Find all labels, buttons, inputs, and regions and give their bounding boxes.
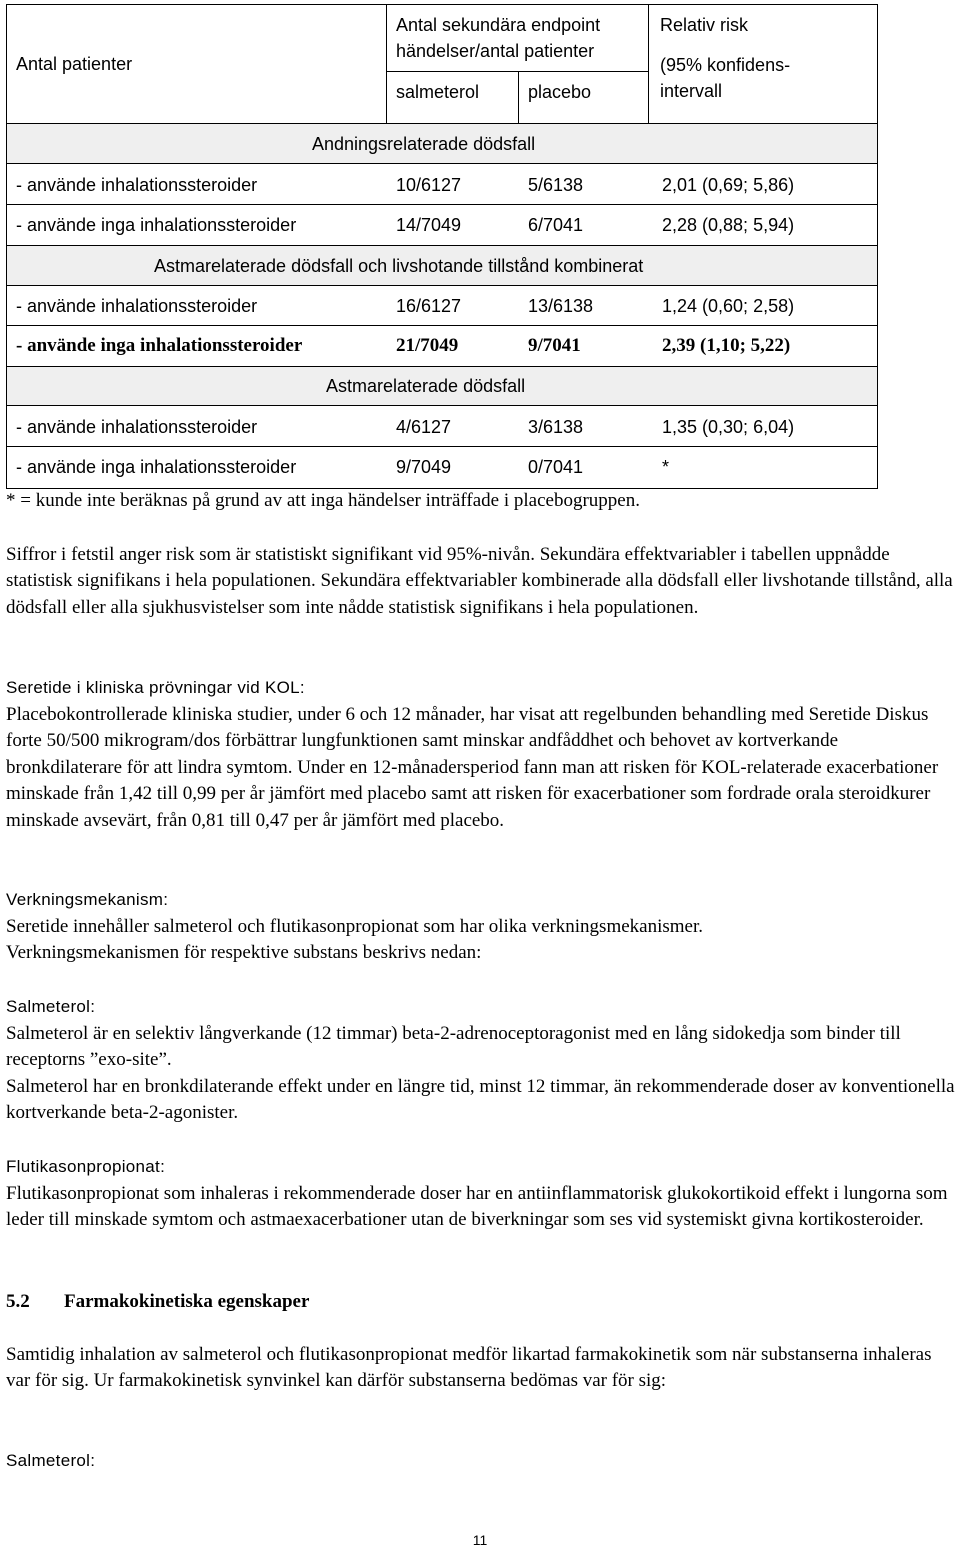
table-divider xyxy=(386,4,387,123)
group-title: Astmarelaterade dödsfall och livshotande tillstånd kombinerat xyxy=(154,256,644,276)
header-konfidens-line2: intervall xyxy=(660,81,723,101)
row-salmeterol: 10/6127 xyxy=(396,175,462,195)
header-antal-patienter: Antal patienter xyxy=(16,54,133,74)
salmeterol-paragraph-1: Salmeterol är en selektiv långverkande (12 timmar) beta-2-adrenoceptoragonist med en lång sidokedja som binder till receptorns ”exo-site”. xyxy=(6,1023,901,1071)
mechanism-heading: Verkningsmekanism: xyxy=(6,890,169,909)
table-divider xyxy=(6,123,878,124)
pharmacokinetics-paragraph: Samtidig inhalation av salmeterol och flutikasonpropionat medför likartad farmakokinetik som när substanserna inhaleras var för sig. Ur farmakokinetisk synvinkel kan därför substanserna bedömas var för sig: xyxy=(6,1344,932,1392)
row-label: - använde inhalationssteroider xyxy=(16,175,258,195)
table-divider xyxy=(6,325,878,326)
table-divider xyxy=(6,245,878,246)
row-placebo: 0/7041 xyxy=(528,457,584,477)
row-label: - använde inhalationssteroider xyxy=(16,417,258,437)
significance-paragraph: Siffror i fetstil anger risk som är statistiskt signifikant vid 95%-nivån. Sekundära effektvariabler i tabellen uppnådde statistisk signifikans i hela populationen. Sekundära effektvariabler kombinerade alla dödsfall eller livshotande tillstånd, alla dödsfall eller alla sjukhusvistelser som inte nådde statistisk signifikans i hela populationen. xyxy=(6,544,953,618)
row-placebo: 5/6138 xyxy=(528,175,584,195)
section-title: Farmakokinetiska egenskaper xyxy=(64,1291,310,1312)
row-salmeterol-significant: 21/7049 xyxy=(396,335,459,356)
table-border xyxy=(877,4,878,489)
group-title: Andningsrelaterade dödsfall xyxy=(312,134,536,154)
row-relative-risk: 2,28 (0,88; 5,94) xyxy=(662,215,795,235)
row-placebo-significant: 9/7041 xyxy=(528,335,581,356)
header-konfidens-line1: (95% konfidens- xyxy=(660,55,791,75)
header-relativ-risk: Relativ risk xyxy=(660,15,749,35)
row-salmeterol: 14/7049 xyxy=(396,215,462,235)
row-label-significant: - använde inga inhalationssteroider xyxy=(16,335,303,356)
salmeterol-heading: Salmeterol: xyxy=(6,997,96,1016)
flutikason-heading: Flutikasonpropionat: xyxy=(6,1157,166,1176)
table-divider xyxy=(6,446,878,447)
row-relative-risk: 1,24 (0,60; 2,58) xyxy=(662,296,795,316)
row-label: - använde inga inhalationssteroider xyxy=(16,215,297,235)
table-footnote: * = kunde inte beräknas på grund av att inga händelser inträffade i placebogruppen. xyxy=(6,490,640,511)
row-salmeterol: 9/7049 xyxy=(396,457,452,477)
group-title: Astmarelaterade dödsfall xyxy=(326,376,526,396)
table-divider xyxy=(6,163,878,164)
header-endpoint-line2: händelser/antal patienter xyxy=(396,41,595,61)
row-relative-risk: 1,35 (0,30; 6,04) xyxy=(662,417,795,437)
row-placebo: 3/6138 xyxy=(528,417,584,437)
table-border xyxy=(6,4,878,5)
page-number: 11 xyxy=(472,1532,488,1548)
salmeterol-paragraph-2: Salmeterol har en bronkdilaterande effekt under en längre tid, minst 12 timmar, än rekommenderade doser av konventionella kortverkande beta-2-agonister. xyxy=(6,1076,955,1124)
row-placebo: 13/6138 xyxy=(528,296,594,316)
table-divider xyxy=(6,285,878,286)
row-salmeterol: 4/6127 xyxy=(396,417,452,437)
mechanism-paragraph-1: Seretide innehåller salmeterol och flutikasonpropionat som har olika verkningsmekanismer. xyxy=(6,916,704,937)
table-divider xyxy=(6,204,878,205)
table-divider xyxy=(6,366,878,367)
table-divider xyxy=(648,4,649,123)
table-divider xyxy=(6,405,878,406)
header-salmeterol: salmeterol xyxy=(396,82,480,102)
flutikason-paragraph: Flutikasonpropionat som inhaleras i rekommenderade doser har en antiinflammatorisk glukokortikoid effekt i lungorna som leder till minskade symtom och astmaexacerbationer utan de biverkningar som ses vid systemiskt givna kortikosteroider. xyxy=(6,1183,948,1231)
salmeterol-pk-heading: Salmeterol: xyxy=(6,1451,96,1470)
header-endpoint-line1: Antal sekundära endpoint xyxy=(396,15,601,35)
row-relative-risk-significant: 2,39 (1,10; 5,22) xyxy=(662,335,791,356)
table-border xyxy=(6,4,7,489)
row-relative-risk: * xyxy=(662,457,670,477)
row-placebo: 6/7041 xyxy=(528,215,584,235)
kol-paragraph: Placebokontrollerade kliniska studier, under 6 och 12 månader, har visat att regelbunden behandling med Seretide Diskus forte 50/500 mikrogram/dos förbättrar lungfunktionen samt minskar andfåddhet och behovet av kortverkande bronkdilaterare för att lindra symtom. Under en 12-månadersperiod fann man att risken för KOL-relaterade exacerbationer minskade från 1,42 till 0,99 per år jämfört med placebo samt att risken för exacerbationer som fordrade orala steroidkurer minskade avsevärt, från 0,81 till 0,47 per år jämfört med placebo. xyxy=(6,704,939,831)
row-label: - använde inhalationssteroider xyxy=(16,296,258,316)
row-relative-risk: 2,01 (0,69; 5,86) xyxy=(662,175,795,195)
header-placebo: placebo xyxy=(528,82,592,102)
kol-heading: Seretide i kliniska prövningar vid KOL: xyxy=(6,678,305,697)
row-label: - använde inga inhalationssteroider xyxy=(16,457,297,477)
mechanism-paragraph-2: Verkningsmekanismen för respektive substans beskrivs nedan: xyxy=(6,942,482,963)
section-number: 5.2 xyxy=(6,1291,30,1312)
row-salmeterol: 16/6127 xyxy=(396,296,462,316)
table-divider xyxy=(518,71,519,123)
